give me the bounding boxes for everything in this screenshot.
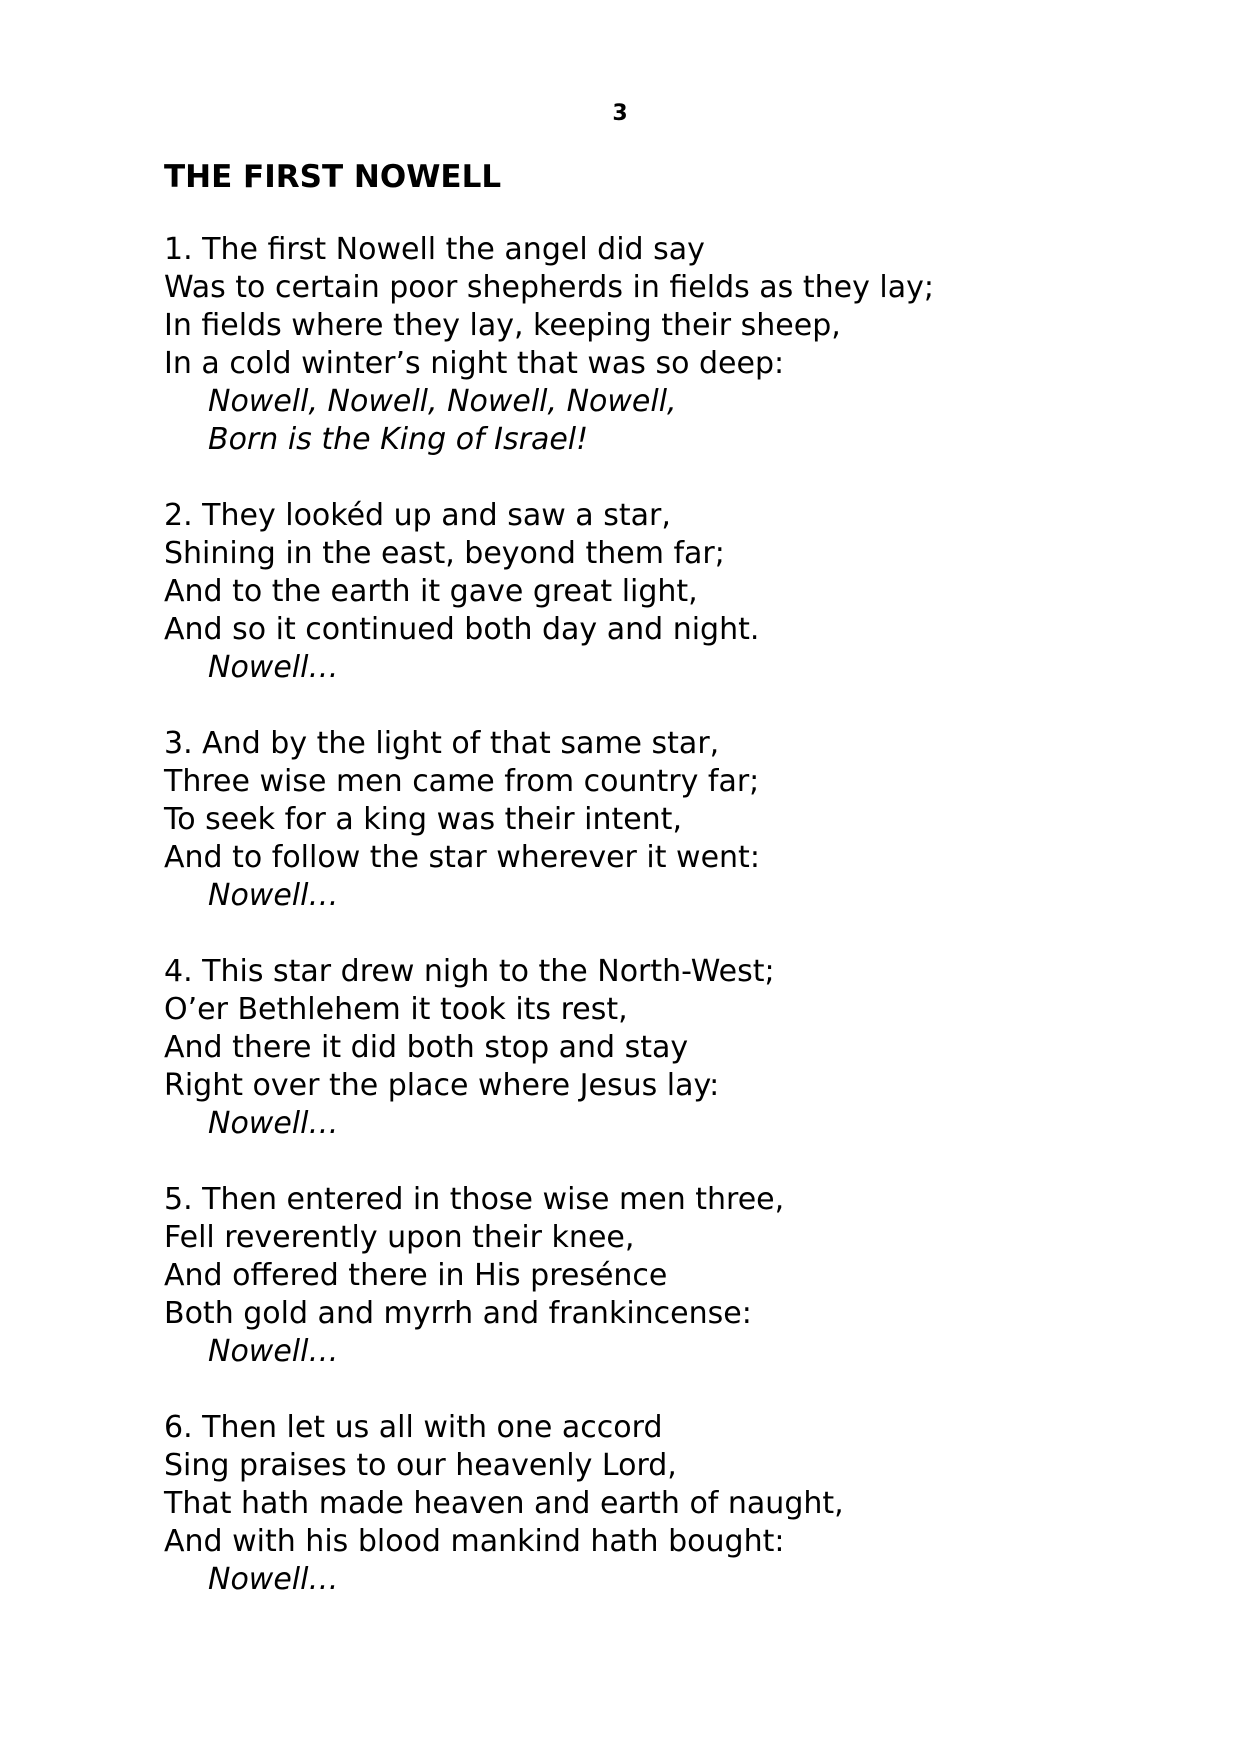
- refrain-line: Nowell…: [208, 1562, 339, 1597]
- page-number: 3: [612, 101, 628, 126]
- verse-line: Right over the place where Jesus lay:: [164, 1068, 720, 1103]
- verse-line: 4. This star drew nigh to the North-West;: [164, 954, 775, 989]
- refrain-line: Nowell, Nowell, Nowell, Nowell,: [208, 384, 677, 419]
- refrain-line: Nowell…: [208, 878, 339, 913]
- verse-line: That hath made heaven and earth of naught,: [164, 1486, 844, 1521]
- verse-line: 3. And by the light of that same star,: [164, 726, 720, 761]
- verse-line: And to follow the star wherever it went:: [164, 840, 760, 875]
- verse-line: Was to certain poor shepherds in fields as they lay;: [164, 270, 934, 305]
- verse-line: And with his blood mankind hath bought:: [164, 1524, 785, 1559]
- verse-line: 5. Then entered in those wise men three,: [164, 1182, 785, 1217]
- verse-line: And there it did both stop and stay: [164, 1030, 689, 1065]
- verse-line: Three wise men came from country far;: [164, 764, 760, 799]
- verse: [164, 953, 1164, 1143]
- refrain-line: Nowell…: [208, 650, 339, 685]
- verse-line: 2. They lookéd up and saw a star,: [164, 498, 671, 533]
- verse: [164, 725, 1164, 915]
- refrain-line: Nowell…: [208, 1334, 339, 1369]
- verse-line: O’er Bethlehem it took its rest,: [164, 992, 628, 1027]
- refrain-line: Born is the King of Israel!: [208, 422, 589, 457]
- verse-line: And offered there in His presénce: [164, 1258, 668, 1293]
- verse-line: In fields where they lay, keeping their sheep,: [164, 308, 841, 343]
- verse: [164, 231, 1164, 459]
- song-title: THE FIRST NOWELL: [164, 159, 502, 195]
- verse-line: And so it continued both day and night.: [164, 612, 760, 647]
- verses: [164, 231, 1164, 1637]
- verse: [164, 1409, 1164, 1599]
- verse-line: Fell reverently upon their knee,: [164, 1220, 635, 1255]
- verse-line: Both gold and myrrh and frankincense:: [164, 1296, 752, 1331]
- verse-line: Sing praises to our heavenly Lord,: [164, 1448, 677, 1483]
- verse: [164, 1181, 1164, 1371]
- verse-line: Shining in the east, beyond them far;: [164, 536, 725, 571]
- verse: [164, 497, 1164, 687]
- verse-line: In a cold winter’s night that was so deep:: [164, 346, 785, 381]
- verse-line: 6. Then let us all with one accord: [164, 1410, 663, 1445]
- refrain-line: Nowell…: [208, 1106, 339, 1141]
- verse-line: To seek for a king was their intent,: [164, 802, 682, 837]
- verse-line: And to the earth it gave great light,: [164, 574, 698, 609]
- verse-line: 1. The first Nowell the angel did say: [164, 232, 705, 267]
